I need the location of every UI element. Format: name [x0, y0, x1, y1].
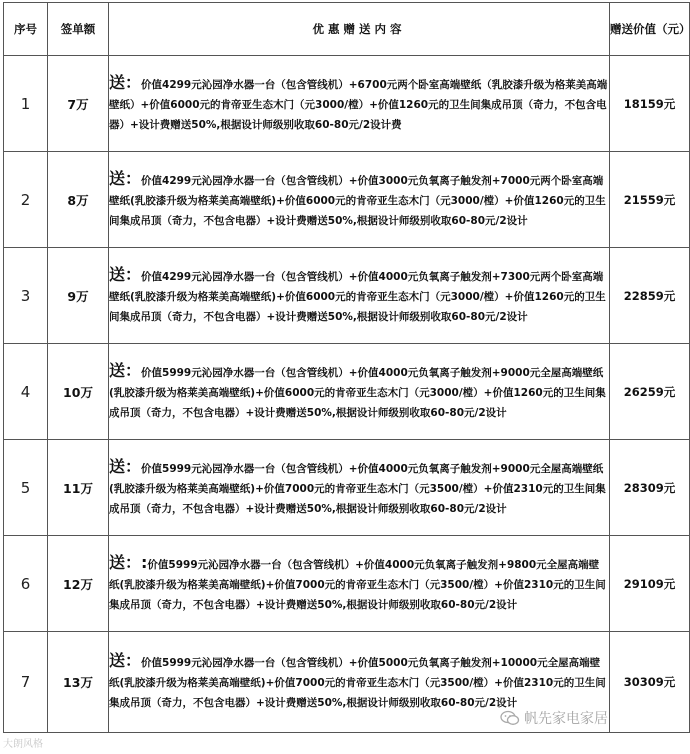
header-amount: 签单额 [48, 3, 109, 56]
table-row [4, 536, 690, 632]
row-content: 价值5999元沁园净水器一台（包含管线机）+价值4000元负氧离子触发剂+9000元全屋高端壁纸(乳胶漆升级为格莱美高端壁纸)+价值6000元的肯帝亚生态木门（元3000/樘）+价值1260元的卫生间集成吊顶（奇力，不包含电器）+设计费赠送50%,根据设计师级别收取60-80元/2设计 [109, 366, 606, 419]
row-amount: 10万 [48, 344, 109, 440]
row-value: 30309元 [610, 632, 690, 733]
row-content-cell [109, 152, 610, 248]
row-content-cell [109, 536, 610, 632]
row-value: 28309元 [610, 440, 690, 536]
watermark-right-text: 帆先家电家居 [524, 711, 608, 727]
row-value: 29109元 [610, 536, 690, 632]
watermark-right [500, 708, 608, 728]
row-content: 价值5999元沁园净水器一台（包含管线机）+价值4000元负氧离子触发剂+9800元全屋高端壁纸(乳胶漆升级为格莱美高端壁纸)+价值7000元的肯帝亚生态木门（元3500/樘）+价值2310元的卫生间集成吊顶（奇力，不包含电器）+设计费赠送50%,根据设计师级别收取60-80元/2设计 [109, 558, 606, 611]
row-value: 21559元 [610, 152, 690, 248]
row-amount: 9万 [48, 248, 109, 344]
header-content: 优惠赠送内容 [109, 3, 610, 56]
watermark-left: 大朗风格 [3, 739, 43, 750]
gift-prefix: 送： [109, 168, 142, 188]
row-content-cell [109, 344, 610, 440]
row-seq: 3 [4, 248, 48, 344]
wechat-icon [500, 710, 520, 726]
table-row [4, 344, 690, 440]
row-content: 价值4299元沁园净水器一台（包含管线机）+价值4000元负氧离子触发剂+7300元两个卧室高端壁纸(乳胶漆升级为格莱美高端壁纸)+价值6000元的肯帝亚生态木门（元3000/樘）+价值1260元的卫生间集成吊顶（奇力，不包含电器）+设计费赠送50%,根据设计师级别收取60-80元/2设计 [109, 270, 606, 323]
gift-prefix: 送： [109, 651, 142, 670]
row-content-cell [109, 56, 610, 152]
row-value: 26259元 [610, 344, 690, 440]
row-amount: 8万 [48, 152, 109, 248]
row-seq: 5 [4, 440, 48, 536]
row-content: 价值5999元沁园净水器一台（包含管线机）+价值4000元负氧离子触发剂+9000元全屋高端壁纸(乳胶漆升级为格莱美高端壁纸)+价值7000元的肯帝亚生态木门（元3500/樘）+价值2310元的卫生间集成吊顶（奇力，不包含电器）+设计费赠送50%,根据设计师级别收取60-80元/2设计 [109, 462, 606, 515]
header-value: 赠送价值（元） [610, 3, 690, 56]
row-amount: 7万 [48, 56, 109, 152]
table-row [4, 440, 690, 536]
row-seq: 7 [4, 632, 48, 733]
table-row [4, 248, 690, 344]
row-amount: 12万 [48, 536, 109, 632]
row-content-cell [109, 248, 610, 344]
gift-prefix: 送： [109, 456, 142, 476]
promotion-table [3, 2, 690, 733]
row-content: 价值4299元沁园净水器一台（包含管线机）+6700元两个卧室高端壁纸（乳胶漆升级为格莱美高端壁纸）+价值6000元的肯帝亚生态木门（元3000/樘）+价值1260元的卫生间集成吊顶（奇力，不包含电器）+设计费赠送50%,根据设计师级别收取60-80元/2设计费 [109, 78, 608, 131]
row-amount: 13万 [48, 632, 109, 733]
gift-prefix: 送： [109, 72, 142, 92]
row-content: 价值4299元沁园净水器一台（包含管线机）+价值3000元负氧离子触发剂+7000元两个卧室高端壁纸(乳胶漆升级为格莱美高端壁纸)+价值6000元的肯帝亚生态木门（元3000/樘）+价值1260元的卫生间集成吊顶（奇力，不包含电器）+设计费赠送50%,根据设计师级别收取60-80元/2设计 [109, 174, 606, 227]
table-row [4, 152, 690, 248]
row-seq: 2 [4, 152, 48, 248]
row-content: 价值5999元沁园净水器一台（包含管线机）+价值5000元负氧离子触发剂+10000元全屋高端壁纸(乳胶漆升级为格莱美高端壁纸)+价值7000元的肯帝亚生态木门（元3500/樘）+价值2310元的卫生间集成吊顶（奇力，不包含电器）+设计费赠送50%,根据设计师级别收取60-80元/2设计 [109, 657, 606, 709]
row-value: 18159元 [610, 56, 690, 152]
row-seq: 1 [4, 56, 48, 152]
row-seq: 6 [4, 536, 48, 632]
row-amount: 11万 [48, 440, 109, 536]
row-content-cell [109, 440, 610, 536]
gift-prefix: 送： [109, 360, 142, 380]
table-row [4, 56, 690, 152]
row-value: 22859元 [610, 248, 690, 344]
header-row [4, 3, 690, 56]
row-seq: 4 [4, 344, 48, 440]
gift-prefix: 送： [109, 264, 142, 284]
header-seq: 序号 [4, 3, 48, 56]
gift-prefix: 送：: [109, 552, 148, 572]
